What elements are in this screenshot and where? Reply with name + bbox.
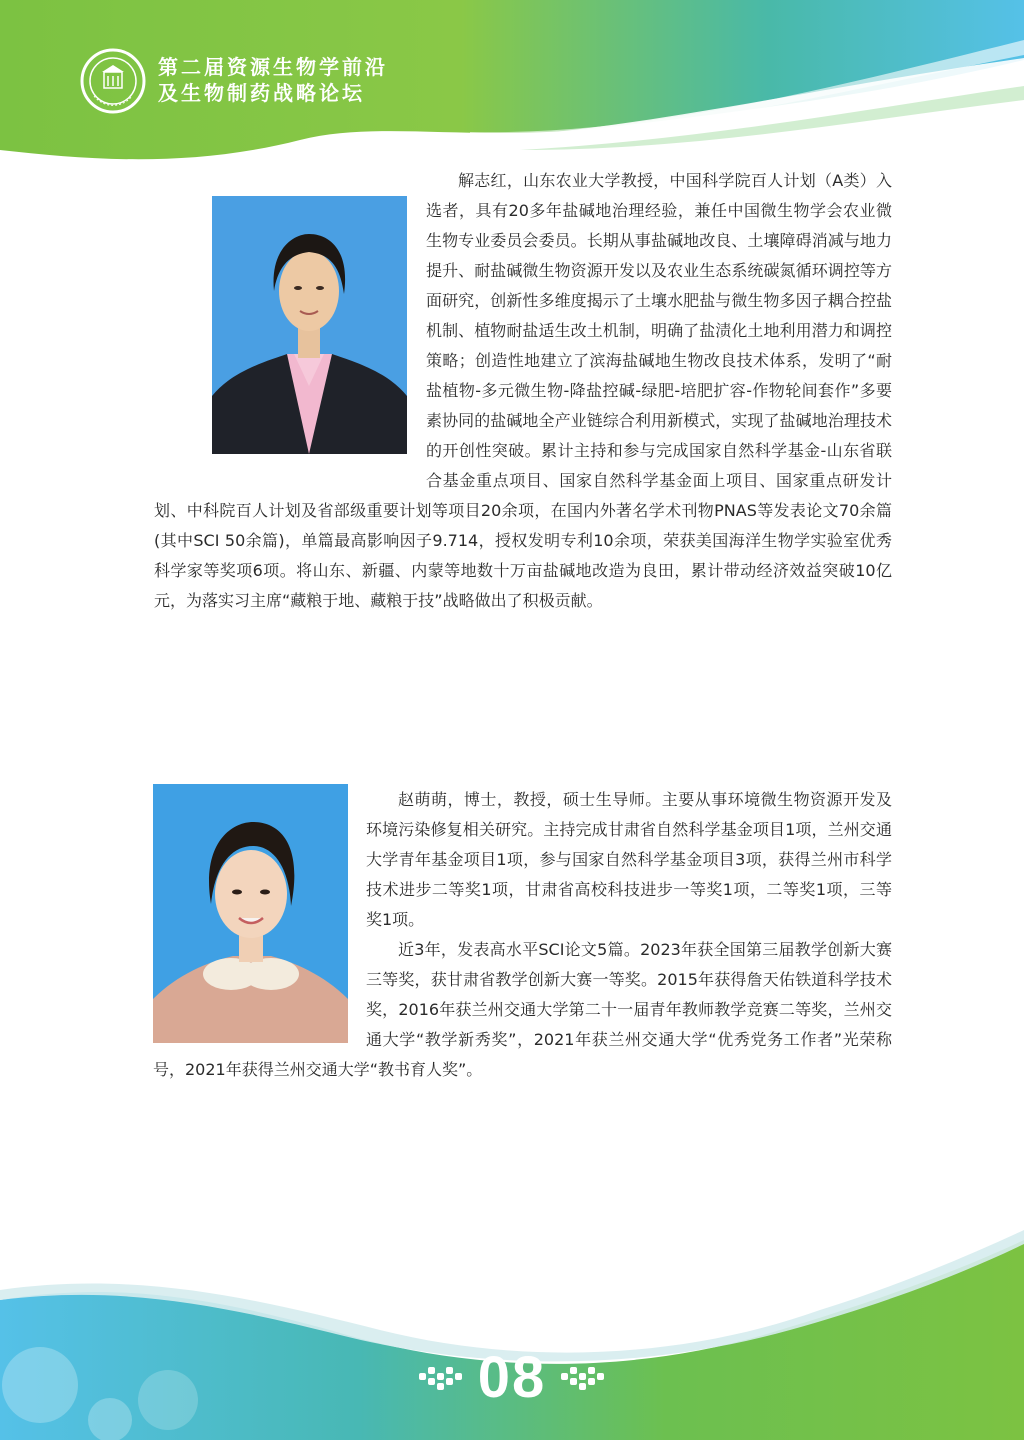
forum-title: [158, 54, 388, 106]
forum-title-line-2: 及生物制药战略论坛: [158, 81, 365, 105]
page-number: 08: [477, 1345, 547, 1410]
pixel-decoration-left-icon: [417, 1363, 463, 1393]
university-seal-icon: [80, 48, 146, 114]
page-number-block: [0, 1345, 1024, 1410]
profile-2-paragraph-1: 赵萌萌，博士，教授，硕士生导师。主要从事环境微生物资源开发及环境污染修复相关研究。主持完成甘肃省自然科学基金项目1项，兰州交通大学青年基金项目1项，参与国家自然科学基金项目3项，获得兰州市科学技术进步二等奖1项，甘肃省高校科技进步一等奖1项，二等奖1项，三等奖1项。: [366, 790, 892, 929]
profile-1-paragraph: 解志红，山东农业大学教授，中国科学院百人计划（A类）入选者，具有20多年盐碱地治理经验，兼任中国微生物学会农业微生物专业委员会委员。长期从事盐碱地改良、土壤障碍消减与地力提升、耐盐碱微生物资源开发以及农业生态系统碳氮循环调控等方面研究，创新性多维度揭示了土壤水肥盐与微生物多因子耦合控盐机制、植物耐盐适生改土机制，明确了盐渍化土地利用潜力和调控策略；创造性地建立了滨海盐碱地生物改良技术体系，发明了“耐盐植物-多元微生物-降盐控碱-绿肥-培肥扩容-作物轮间套作”多要素协同的盐碱地全产业链综合利用新模式，实现了盐碱地治理技术的开创性突破。累计主持和参与完成国家自然科学基金-山东省联合基金重点项目、国家自然科学基金面上项目、国家重点研发计划、中科院百人计划及省部级重要计划等项目20余项，在国内外著名学术刊物PNAS等发表论文70余篇(其中SCI 50余篇)，单篇最高影响因子9.714，授权发明专利10余项，荣获美国海洋生物学实验室优秀科学家等奖项6项。将山东、新疆、内蒙等地数十万亩盐碱地改造为良田，累计带动经济效益突破10亿元，为落实习主席“藏粮于地、藏粮于技”战略做出了积极贡献。: [154, 171, 892, 610]
profile-2-bio: [153, 785, 892, 1085]
photo-wrap-spacer-1: [154, 166, 426, 482]
forum-title-line-1: 第二届资源生物学前沿: [158, 55, 388, 79]
profile-1-bio: [154, 166, 892, 616]
pixel-decoration-right-icon: [561, 1363, 607, 1393]
photo-wrap-spacer-2: [153, 785, 366, 1055]
profile-2-paragraph-2: 近3年，发表高水平SCI论文5篇。2023年获全国第三届教学创新大赛三等奖，获甘肃省教学创新大赛一等奖。2015年获得詹天佑铁道科学技术奖，2016年获兰州交通大学第二十一届青年教师教学竞赛二等奖，兰州交通大学“教学新秀奖”，2021年获兰州交通大学“优秀党务工作者”光荣称号，2021年获得兰州交通大学“教书育人奖”。: [153, 940, 892, 1079]
